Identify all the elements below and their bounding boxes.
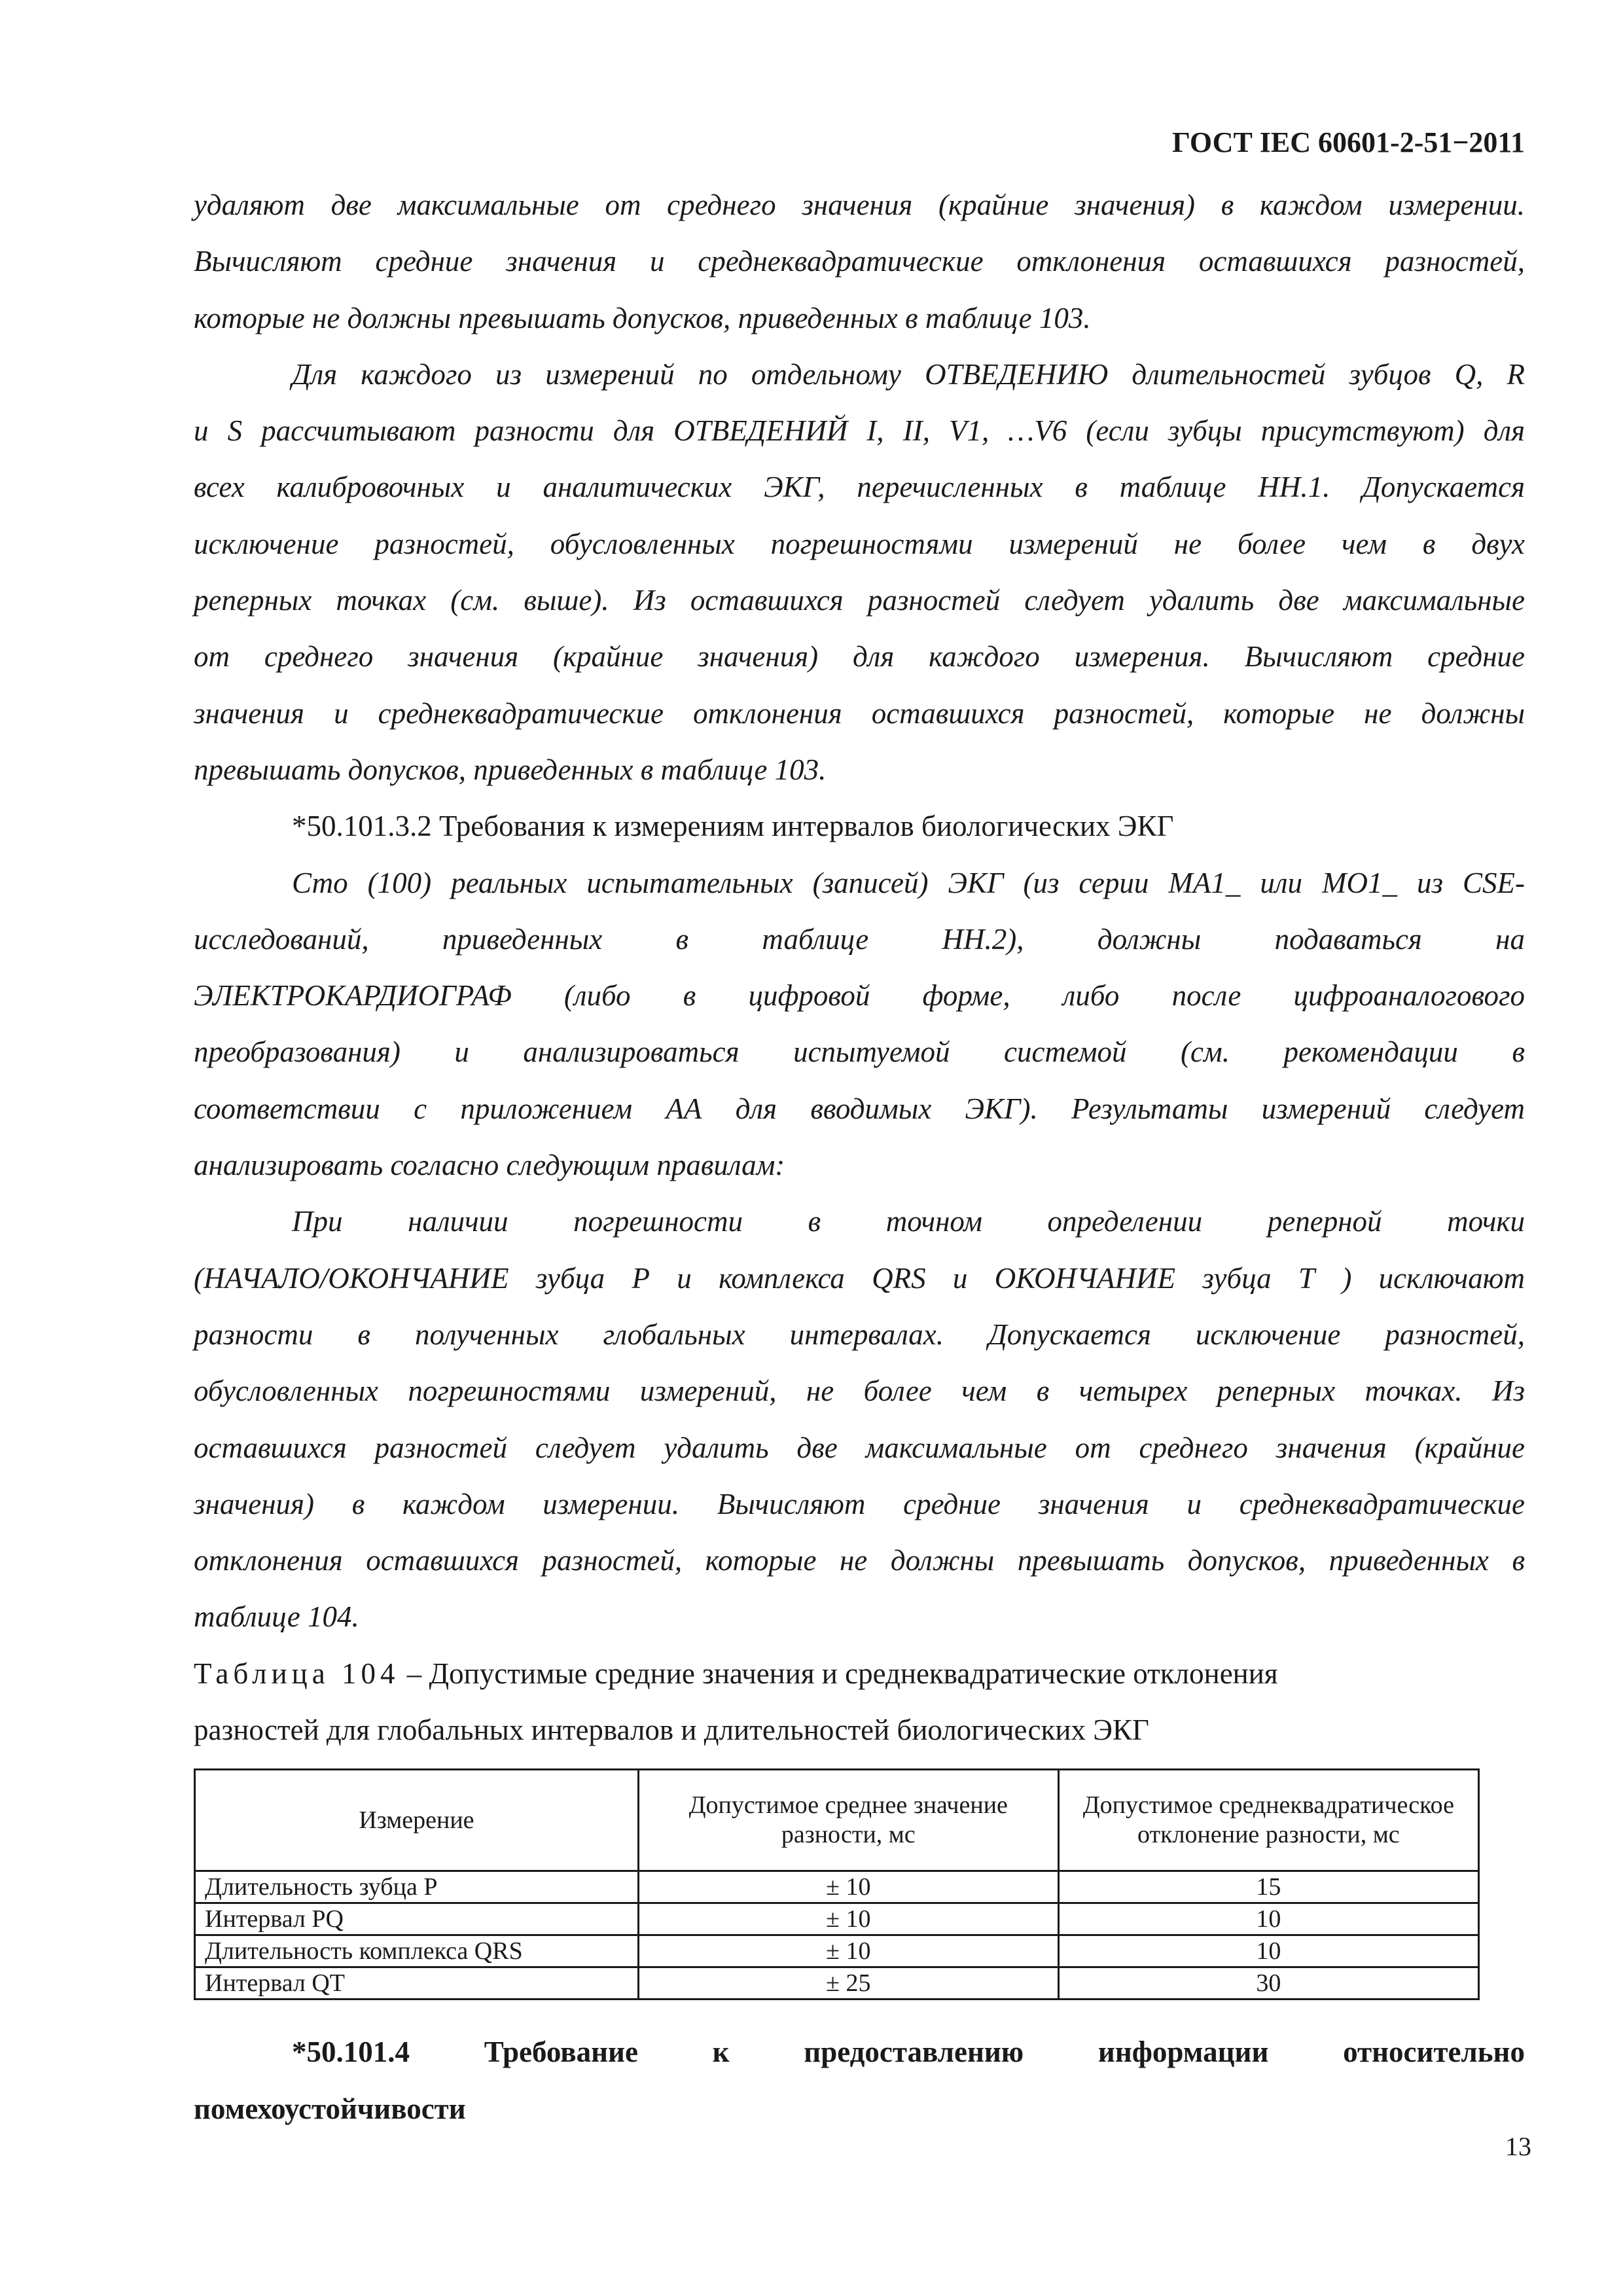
- text-line: ЭЛЕКТРОКАРДИОГРАФ (либо в цифровой форме, либо после цифроаналогового: [194, 979, 1525, 1013]
- text-line: которые не должны превышать допусков, приведенных в таблице 103.: [194, 301, 1091, 334]
- section-heading: [194, 2024, 1525, 2137]
- subsection-heading: [194, 798, 1525, 854]
- paragraph-1: [194, 177, 1525, 346]
- paragraph-2: [194, 346, 1525, 798]
- section-title-line: помехоустойчивости: [194, 2092, 466, 2125]
- text-line: Сто (100) реальных испытательных (записей) ЭКГ (из серии МА1_ или МО1_ из CSE-: [292, 866, 1525, 899]
- table-cell: ± 10: [638, 1903, 1058, 1935]
- text-line: оставшихся разностей следует удалить две максимальные от среднего значения (крайние: [194, 1431, 1525, 1464]
- text-line: превышать допусков, приведенных в таблице 103.: [194, 753, 827, 786]
- paragraph-4: [194, 1193, 1525, 1645]
- text-line: (НАЧАЛО/ОКОНЧАНИЕ зубца Р и комплекса QRS и ОКОНЧАНИЕ зубца Т ) исключают: [194, 1261, 1525, 1295]
- table-cell: Интервал PQ: [195, 1903, 639, 1935]
- text-line: разности в полученных глобальных интервалах. Допускается исключение разностей,: [194, 1318, 1525, 1351]
- page-number: 13: [1505, 2132, 1531, 2161]
- document-body: [194, 177, 1525, 2137]
- text-line: Вычисляют средние значения и среднеквадратические отклонения оставшихся разностей,: [194, 245, 1525, 278]
- text-line: отклонения оставшихся разностей, которые не должны превышать допусков, приведенных в: [194, 1544, 1525, 1577]
- table-cell: 15: [1058, 1871, 1478, 1903]
- table-cell: ± 25: [638, 1967, 1058, 2000]
- text-line: Для каждого из измерений по отдельному ОТВЕДЕНИЮ длительностей зубцов Q, R: [292, 357, 1525, 391]
- table-caption-line: разностей для глобальных интервалов и длительностей биологических ЭКГ: [194, 1713, 1149, 1747]
- text-line: преобразования) и анализироваться испытуемой системой (см. рекомендации в: [194, 1035, 1525, 1069]
- table-caption: [194, 1645, 1525, 1759]
- text-line: анализировать согласно следующим правилам:: [194, 1149, 785, 1182]
- table-row: [195, 1935, 1479, 1967]
- paragraph-3: [194, 855, 1525, 1194]
- text-line: исключение разностей, обусловленных погрешностями измерений не более чем в двух: [194, 527, 1525, 560]
- table-row: [195, 1871, 1479, 1903]
- subsection-title: *50.101.3.2 Требования к измерениям интервалов биологических ЭКГ: [292, 810, 1174, 843]
- table-cell: 10: [1058, 1935, 1478, 1967]
- text-line: и S рассчитывают разности для ОТВЕДЕНИЙ I, II, V1, …V6 (если зубцы присутствуют) для: [194, 414, 1525, 448]
- table-caption-line: [194, 1645, 1525, 1702]
- table-row: [195, 1903, 1479, 1935]
- table-cell: Длительность комплекса QRS: [195, 1935, 639, 1967]
- document-header: ГОСТ IEC 60601-2-51−2011: [1172, 126, 1525, 158]
- text-line: всех калибровочных и аналитических ЭКГ, перечисленных в таблице НН.1. Допускается: [194, 471, 1525, 504]
- table-cell: 30: [1058, 1967, 1478, 2000]
- text-line: реперных точках (см. выше). Из оставшихся разностей следует удалить две максимальные: [194, 584, 1525, 617]
- table-caption-title: – Допустимые средние значения и среднеквадратические отклонения: [399, 1657, 1278, 1690]
- tolerance-table: [194, 1768, 1480, 2000]
- section-title-line: *50.101.4 Требование к предоставлению информации относительно: [292, 2036, 1525, 2069]
- text-line: удаляют две максимальные от среднего значения (крайние значения) в каждом измерении.: [194, 188, 1525, 221]
- table-header-cell: Допустимое среднеквадратическое отклонение разности, мс: [1058, 1770, 1478, 1871]
- table-caption-label: Таблица 104: [194, 1657, 400, 1690]
- table-cell: ± 10: [638, 1871, 1058, 1903]
- table-container: [194, 1768, 1525, 2000]
- table-cell: Длительность зубца Р: [195, 1871, 639, 1903]
- text-line: исследований, приведенных в таблице НН.2), должны подаваться на: [194, 922, 1525, 956]
- table-header-row: [195, 1770, 1479, 1871]
- text-line: При наличии погрешности в точном определении реперной точки: [292, 1205, 1525, 1238]
- table-cell: 10: [1058, 1903, 1478, 1935]
- text-line: значения) в каждом измерении. Вычисляют средние значения и среднеквадратические: [194, 1487, 1525, 1520]
- table-row: [195, 1967, 1479, 2000]
- table-cell: ± 10: [638, 1935, 1058, 1967]
- text-line: таблице 104.: [194, 1600, 359, 1634]
- table-header-cell: Допустимое среднее значение разности, мс: [638, 1770, 1058, 1871]
- text-line: от среднего значения (крайние значения) для каждого измерения. Вычисляют средние: [194, 640, 1525, 673]
- text-line: соответствии с приложением АА для вводимых ЭКГ). Результаты измерений следует: [194, 1092, 1525, 1125]
- text-line: обусловленных погрешностями измерений, не более чем в четырех реперных точках. Из: [194, 1374, 1525, 1408]
- text-line: значения и среднеквадратические отклонения оставшихся разностей, которые не должны: [194, 696, 1525, 730]
- table-header-cell: Измерение: [195, 1770, 639, 1871]
- table-cell: Интервал QT: [195, 1967, 639, 2000]
